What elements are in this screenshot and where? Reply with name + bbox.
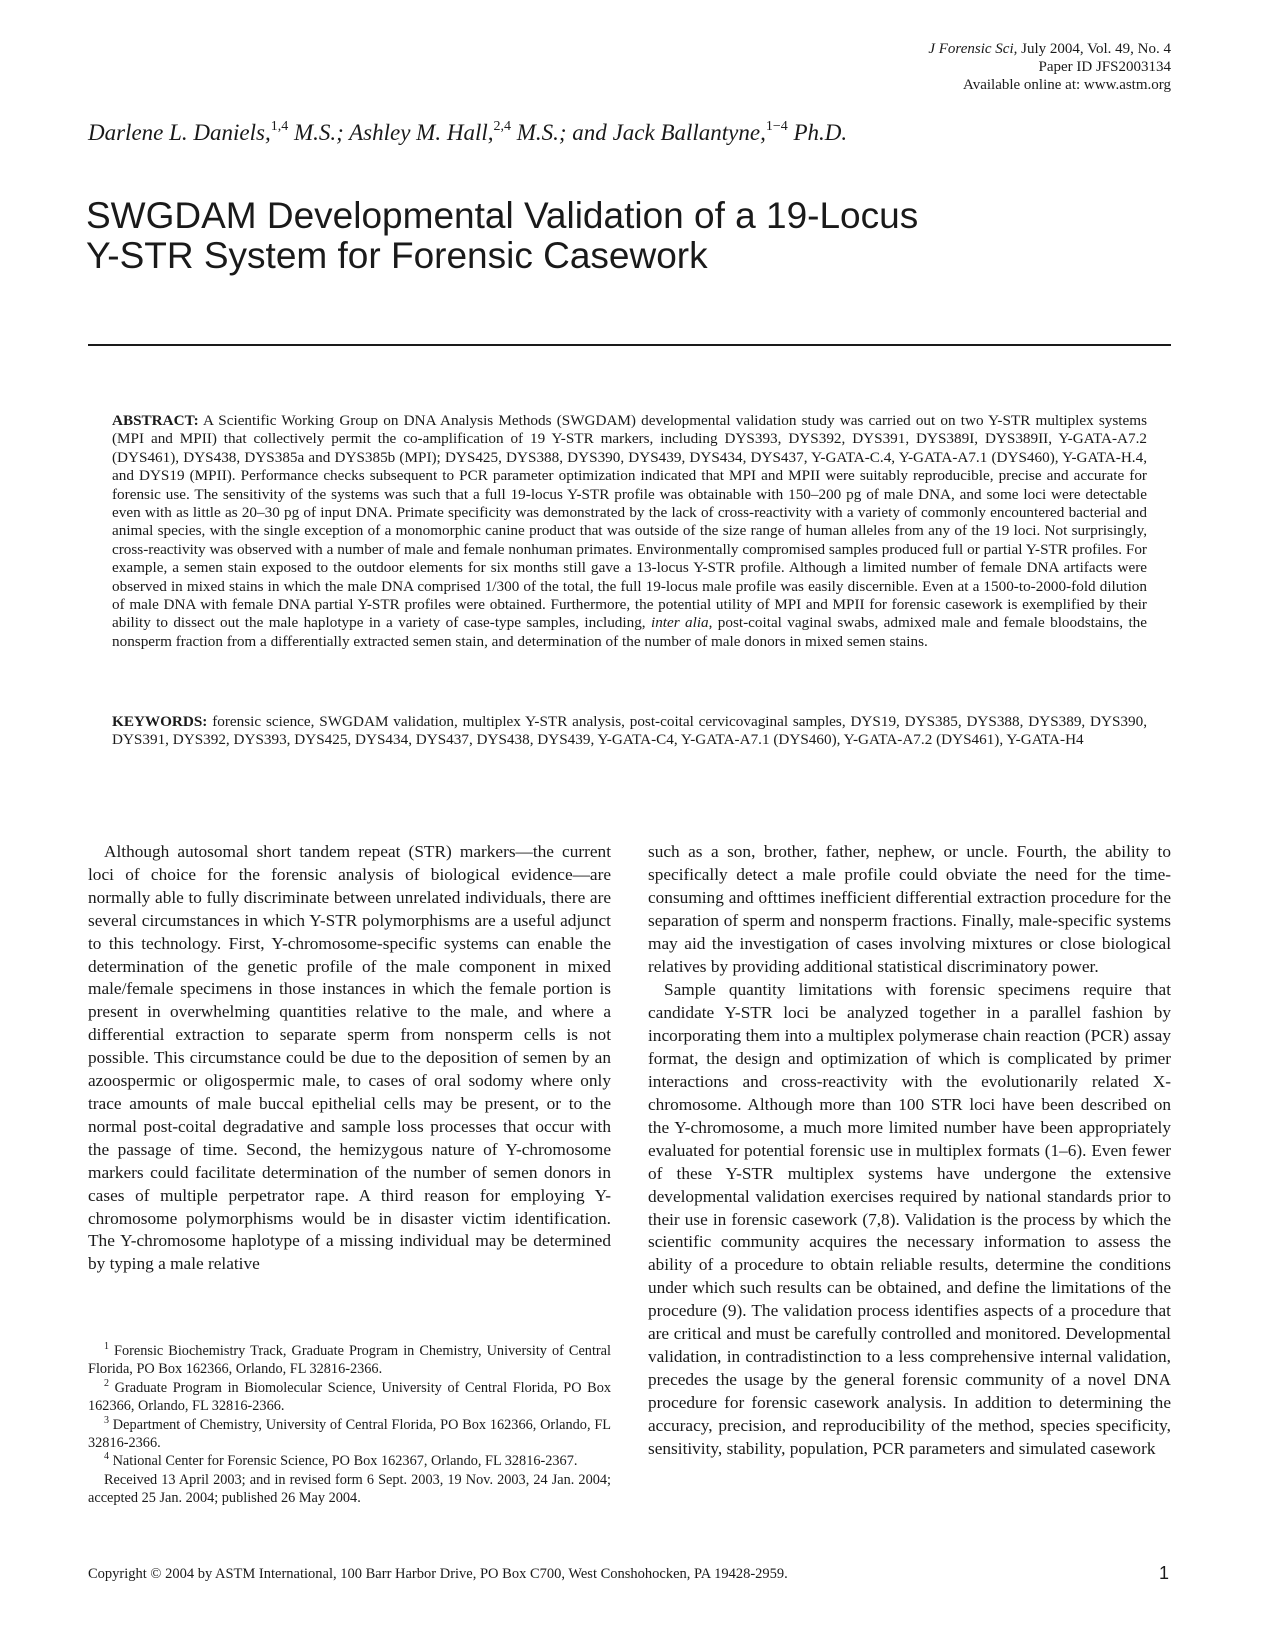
footnote-number: 3 [104,1414,109,1426]
author-name: Darlene L. Daniels, [88,120,271,145]
footnote-text: Department of Chemistry, University of Central Florida, PO Box 162366, Orlando, FL 32816-2366. [88,1416,611,1452]
footnote-number: 2 [104,1377,109,1389]
abstract-italic-text: inter alia [650,614,709,632]
footnotes [88,1342,611,1508]
paper-title-line: Y-STR System for Forensic Casework [86,235,708,276]
footnote-text: Graduate Program in Biomolecular Science, University of Central Florida, PO Box 162366, Orlando, FL 32816-2366. [88,1379,612,1415]
keywords-text: forensic science, SWGDAM validation, multiplex Y-STR analysis, post-coital cervicovaginal samples, DYS19, DYS385, DYS388, DYS389, DYS390, DYS391, DYS392, DYS393, DYS425, DYS434, DYS437, DYS438, DYS439, Y-GATA-C4, Y-GATA-A7.1 (DYS460), Y-GATA-A7.2 (DYS461), Y-GATA-H4 [112,713,1148,749]
author-list [88,118,1088,148]
page-number: 1 [1158,1563,1169,1583]
title-divider [88,344,1171,346]
keywords-label: KEYWORDS: [112,713,208,730]
footnote-text: Forensic Biochemistry Track, Graduate Program in Chemistry, University of Central Florida, PO Box 162366, Orlando, FL 32816-2366. [88,1343,611,1378]
received-dates: Received 13 April 2003; and in revised form 6 Sept. 2003, 19 Nov. 2003, 24 Jan. 2004; accepted 25 Jan. 2004; published 26 May 2004. [88,1471,611,1507]
footnote-text: National Center for Forensic Science, PO Box 162367, Orlando, FL 32816-2367. [112,1453,578,1470]
author-degree: Ph.D. [787,120,848,145]
body-paragraph: such as a son, brother, father, nephew, or uncle. Fourth, the ability to specifically detect a male profile could obviate the need for the time-consuming and ofttimes inefficient differential extraction procedure for the separation of sperm and nonsperm fractions. Finally, male-specific systems may aid the investigation of cases involving mixtures or close biological relatives by providing additional statistical discriminatory power. [648,842,1171,976]
footnote-number: 1 [104,1341,109,1352]
copyright-notice: Copyright © 2004 by ASTM International, 100 Barr Harbor Drive, PO Box C700, West Conshohocken, PA 19428-2959. [88,1566,788,1582]
author-name: Ashley M. Hall, [349,120,494,145]
paper-title [86,196,1136,276]
abstract-text: A Scientific Working Group on DNA Analysis Methods (SWGDAM) developmental validation study was carried out on two Y-STR multiplex systems (MPI and MPII) that collectively permit the co-amplification of 19 Y-STR markers, including DYS393, DYS392, DYS391, DYS389I, DYS389II, Y-GATA-A7.2 (DYS461), DYS438, DYS385a and DYS385b (MPI); DYS425, DYS388, DYS390, DYS439, DYS434, DYS437, Y-GATA-C.4, Y-GATA-A7.1 (DYS460), Y-GATA-H.4, and DYS19 (MPII). Performance checks subsequent to PCR parameter optimization indicated that MPI and MPII were suitably reproducible, precise and accurate for forensic use. The sensitivity of the systems was such that a full 19-locus Y-STR profile was obtainable with 150–200 pg of male DNA, and some loci were detectable even with as little as 20–30 pg of input DNA. Primate specificity was demonstrated by the lack of cross-reactivity with a variety of commonly encountered bacterial and animal species, with the single exception of a monomorphic canine product that was outside of the size range of human alleles from any of the 19 loci. Not surprisingly, cross-reactivity was observed with a number of male and female nonhuman primates. Environmentally compromised samples produced full or partial Y-STR profiles. For example, a semen stain exposed to the outdoor elements for six months still gave a 13-locus Y-STR profile. Although a limited number of female DNA artifacts were observed in mixed stains in which the male DNA comprised 1/300 of the total, the full 19-locus male profile was easily discernible. Even at a 1500-to-2000-fold dilution of male DNA with female DNA partial Y-STR profiles were obtained. Furthermore, the potential utility of MPI and MPII for forensic casework is exemplified by their ability to dissect out the male haplotype in a variety of case-type samples, including, [112,412,1147,632]
author-degree: M.S.; [288,120,350,145]
keywords [112,713,1147,750]
journal-header [651,40,1171,94]
author-affiliation: 1,4 [270,119,289,134]
paper-title-line: SWGDAM Developmental Validation of a 19-Locus [86,195,919,236]
footnote-number: 4 [104,1451,109,1463]
footnote [88,1416,611,1453]
body-paragraph: Although autosomal short tandem repeat (STR) markers—the current loci of choice for the forensic analysis of biological evidence—are normally able to fully discriminate between unrelated individuals, there are several circumstances in which Y-STR polymorphisms are a useful adjunct to this technology. First, Y-chromosome-specific systems can enable the determination of the genetic profile of the male component in mixed male/female specimens in those instances in which the female portion is present in overwhelming quantities relative to the male, and where a differential extraction to separate sperm from nonsperm cells is not possible. This circumstance could be due to the deposition of semen by an azoospermic or oligospermic male, to cases of oral sodomy where only trace amounts of male buccal epithelial cells may be present, or to the normal post-coital degradative and sample loss processes that occur with the passage of time. Second, the hemizygous nature of Y-chromosome markers could facilitate determination of the number of semen donors in cases of multiple perpetrator rape. A third reason for employing Y-chromosome polymorphisms would be in disaster victim identification. The Y-chromosome haplotype of a missing individual may be determined by typing a male relative [88,842,611,1274]
footnote [88,1452,611,1470]
author-affiliation: 1−4 [765,119,788,134]
body-paragraph: Sample quantity limitations with forensic specimens require that candidate Y-STR loci be analyzed together in a parallel fashion by incorporating them into a multiplex polymerase chain reaction (PCR) assay format, the design and optimization of which is complicated by primer interactions and cross-reactivity with the evolutionarily related X-chromosome. Although more than 100 STR loci have been described on the Y-chromosome, a much more limited number have been appropriately evaluated for potential forensic use in multiplex formats (1–6). Even fewer of these Y-STR multiplex systems have undergone the extensive developmental validation exercises required by national standards prior to their use in forensic casework (7,8). Validation is the process by which the scientific community acquires the necessary information to assess the ability of a procedure to obtain reliable results, determine the conditions under which such results can be obtained, and define the limitations of the procedure (9). The validation process identifies aspects of a procedure that are critical and must be carefully controlled and monitored. Developmental validation, in contradistinction to a less comprehensive internal validation, precedes the usage by the general forensic community of a novel DNA procedure for forensic casework analysis. In addition to determining the accuracy, precision, and reproducibility of the method, species specificity, sensitivity, stability, population, PCR parameters and simulated casework [648,980,1171,1458]
author-name: Jack Ballantyne, [612,120,766,145]
abstract [112,412,1147,651]
author-degree: M.S.; and [510,120,613,145]
availability-link[interactable]: Available online at: www.astm.org [962,77,1171,93]
journal-issue: July 2004, Vol. 49, No. 4 [1021,41,1171,57]
journal-citation [651,40,1171,58]
body-column-right [648,841,1171,1460]
author-affiliation: 2,4 [493,119,511,134]
abstract-label: ABSTRACT: [112,412,199,429]
body-column-left [88,841,611,1276]
abstract-text: , post-coital vaginal swabs, admixed male and female bloodstains, the nonsperm fraction from a differentially extracted semen stain, and determination of the number of male donors in mixed semen stains. [112,614,1147,650]
footnote [88,1379,611,1416]
footnote [88,1342,611,1379]
journal-name: J Forensic Sci, [928,41,1018,57]
paper-id: Paper ID JFS2003134 [1038,59,1171,75]
